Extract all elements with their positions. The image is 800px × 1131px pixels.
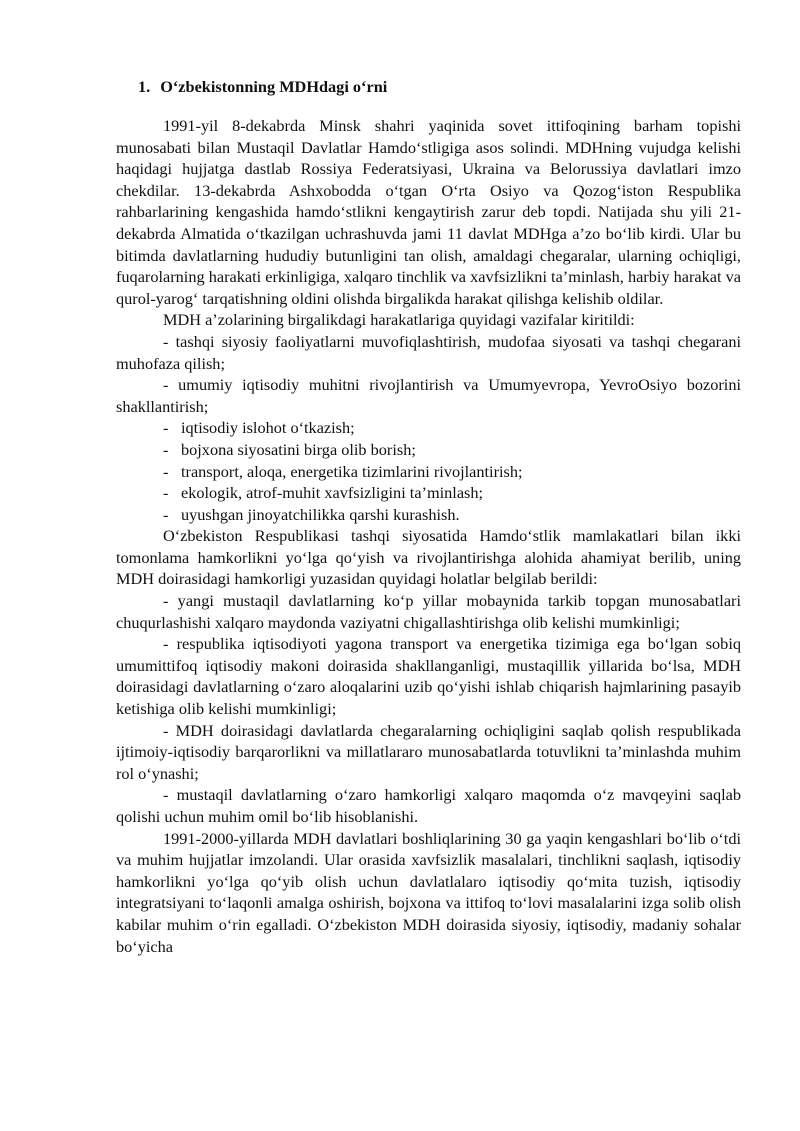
list-item: - bojxona siyosatini birga olib borish;: [163, 439, 416, 459]
list-item-text: iqtisodiy islohot o‘tkazish;: [181, 418, 355, 438]
list-item-economic-environment: - umumiy iqtisodiy muhitni rivojlantirish va Umumyevropa, YevroOsiyo bozorini shakllantirish;: [116, 375, 741, 416]
list-item-open-borders: - MDH doirasidagi davlatlarda chegaralarning ochiqligini saqlab qolish respublikada ijtimoiy-iqtisodiy barqarorlikni va millatlararo munosabatlarda totuvlikni ta’minlashda muhim rol o‘ynashi;: [116, 720, 741, 783]
paragraph-councils-1991-2000: 1991-2000-yillarda MDH davlatlari boshliqlarining 30 ga yaqin kengashlari bo‘lib o‘tdi va muhim hujjatlar imzolandi. Ular orasida xavfsizlik masalalari, tinchlikni saqlash, iqtisodiy hamkorlikni yo‘lga qo‘yib olish uchun davlatlalaro iqtisodiy qo‘mita tuzish, iqtisodiy integratsiyani to‘laqonli amalga oshirish, bojxona va ittifoq to‘lovi masalalarini izga solib olish kabilar muhim o‘rin egalladi. O‘zbekiston MDH doirasida siyosiy, iqtisodiy, madaniy sohalar bo‘yicha: [116, 828, 741, 956]
list-item-text: ekologik, atrof-muhit xavfsizligini ta’minlash;: [181, 483, 484, 503]
section-heading: [116, 76, 741, 98]
list-item-republic-economy: - respublika iqtisodiyoti yagona transport va energetika tizimiga ega bo‘lgan sobiq umumittifoq iqtisodiy makoni doirasida shakllanganligi, mustaqillik yillarida bo‘lsa, MDH doirasidagi davlatlarning o‘zaro aloqalarini uzib qo‘yishi ishlab chiqarish hajmlarining pasayib ketishiga olib kelishi mumkinligi;: [116, 634, 741, 719]
list-item: - transport, aloqa, energetika tizimlarini rivojlantirish;: [163, 461, 523, 481]
paragraph-mdh-founding: 1991-yil 8-dekabrda Minsk shahri yaqinida sovet ittifoqining barham topishi munosabati bilan Mustaqil Davlatlar Hamdo‘stligiga asos solindi. MDHning vujudga kelishi haqidagi hujjatga dastlab Rossiya Federatsiyasi, Ukraina va Belorussiya davlatlari imzo chekdilar. 13-dekabrda Ashxobodda o‘tgan O‘rta Osiyo va Qozog‘iston Respublika rahbarlarining kengashida hamdo‘stlikni kengaytirish zarur deb topdi. Natijada shu yili 21-dekabrda Almatida o‘tkazilgan uchrashuvda jami 11 davlat MDHga a’zo bo‘lib kirdi. Ular bu bitimda davlatlarning hududiy butunligini tan olish, amaldagi chegaralar, ularning ochiqligi, fuqarolarning harakati erkinligiga, xalqaro tinchlik va xavfsizlikni ta’minlash, harbiy harakat va qurol-yarog‘ tarqatishning oldini olishda birgalikda harakat qilishga kelishib oldilar.: [116, 116, 741, 308]
section-number: 1.: [138, 77, 151, 96]
list-item-foreign-policy: - tashqi siyosiy faoliyatlarni muvofiqlashtirish, mudofaa siyosati va tashqi chegarani muhofaza qilish;: [116, 331, 741, 373]
list-item-new-states: - yangi mustaqil davlatlarning ko‘p yillar mobaynida tarkib topgan munosabatlari chuqurlashishi xalqaro maydonda vaziyatni chigallashtirishga olib kelishi mumkinligi;: [116, 591, 741, 632]
document-body: [116, 76, 741, 957]
paragraph-uzbekistan-policy: O‘zbekiston Respublikasi tashqi siyosatida Hamdo‘stlik mamlakatlari bilan ikki tomonlama hamkorlikni yo‘lga qo‘yish va rivojlantirishga alohida ahamiyat berilib, uning MDH doirasidagi hamkorligi yuzasidan quyidagi holatlar belgilab berildi:: [116, 526, 741, 589]
section-title: O‘zbekistonning MDHdagi o‘rni: [160, 77, 388, 96]
list-item: - iqtisodiy islohot o‘tkazish;: [163, 418, 355, 438]
list-item: - ekologik, atrof-muhit xavfsizligini ta’minlash;: [163, 483, 484, 503]
list-item-text: uyushgan jinoyatchilikka qarshi kurashish.: [181, 504, 460, 524]
list-item-text: transport, aloqa, energetika tizimlarini rivojlantirish;: [181, 461, 523, 481]
paragraph-mdh-tasks-intro: MDH a’zolarining birgalikdagi harakatlariga quyidagi vazifalar kiritildi:: [163, 310, 635, 330]
list-item-mutual-cooperation: - mustaqil davlatlarning o‘zaro hamkorligi xalqaro maqomda o‘z mavqeyini saqlab qolishi uchun muhim omil bo‘lib hisoblanishi.: [116, 785, 741, 826]
list-item-text: bojxona siyosatini birga olib borish;: [181, 439, 416, 459]
list-item: - uyushgan jinoyatchilikka qarshi kurashish.: [163, 504, 460, 524]
